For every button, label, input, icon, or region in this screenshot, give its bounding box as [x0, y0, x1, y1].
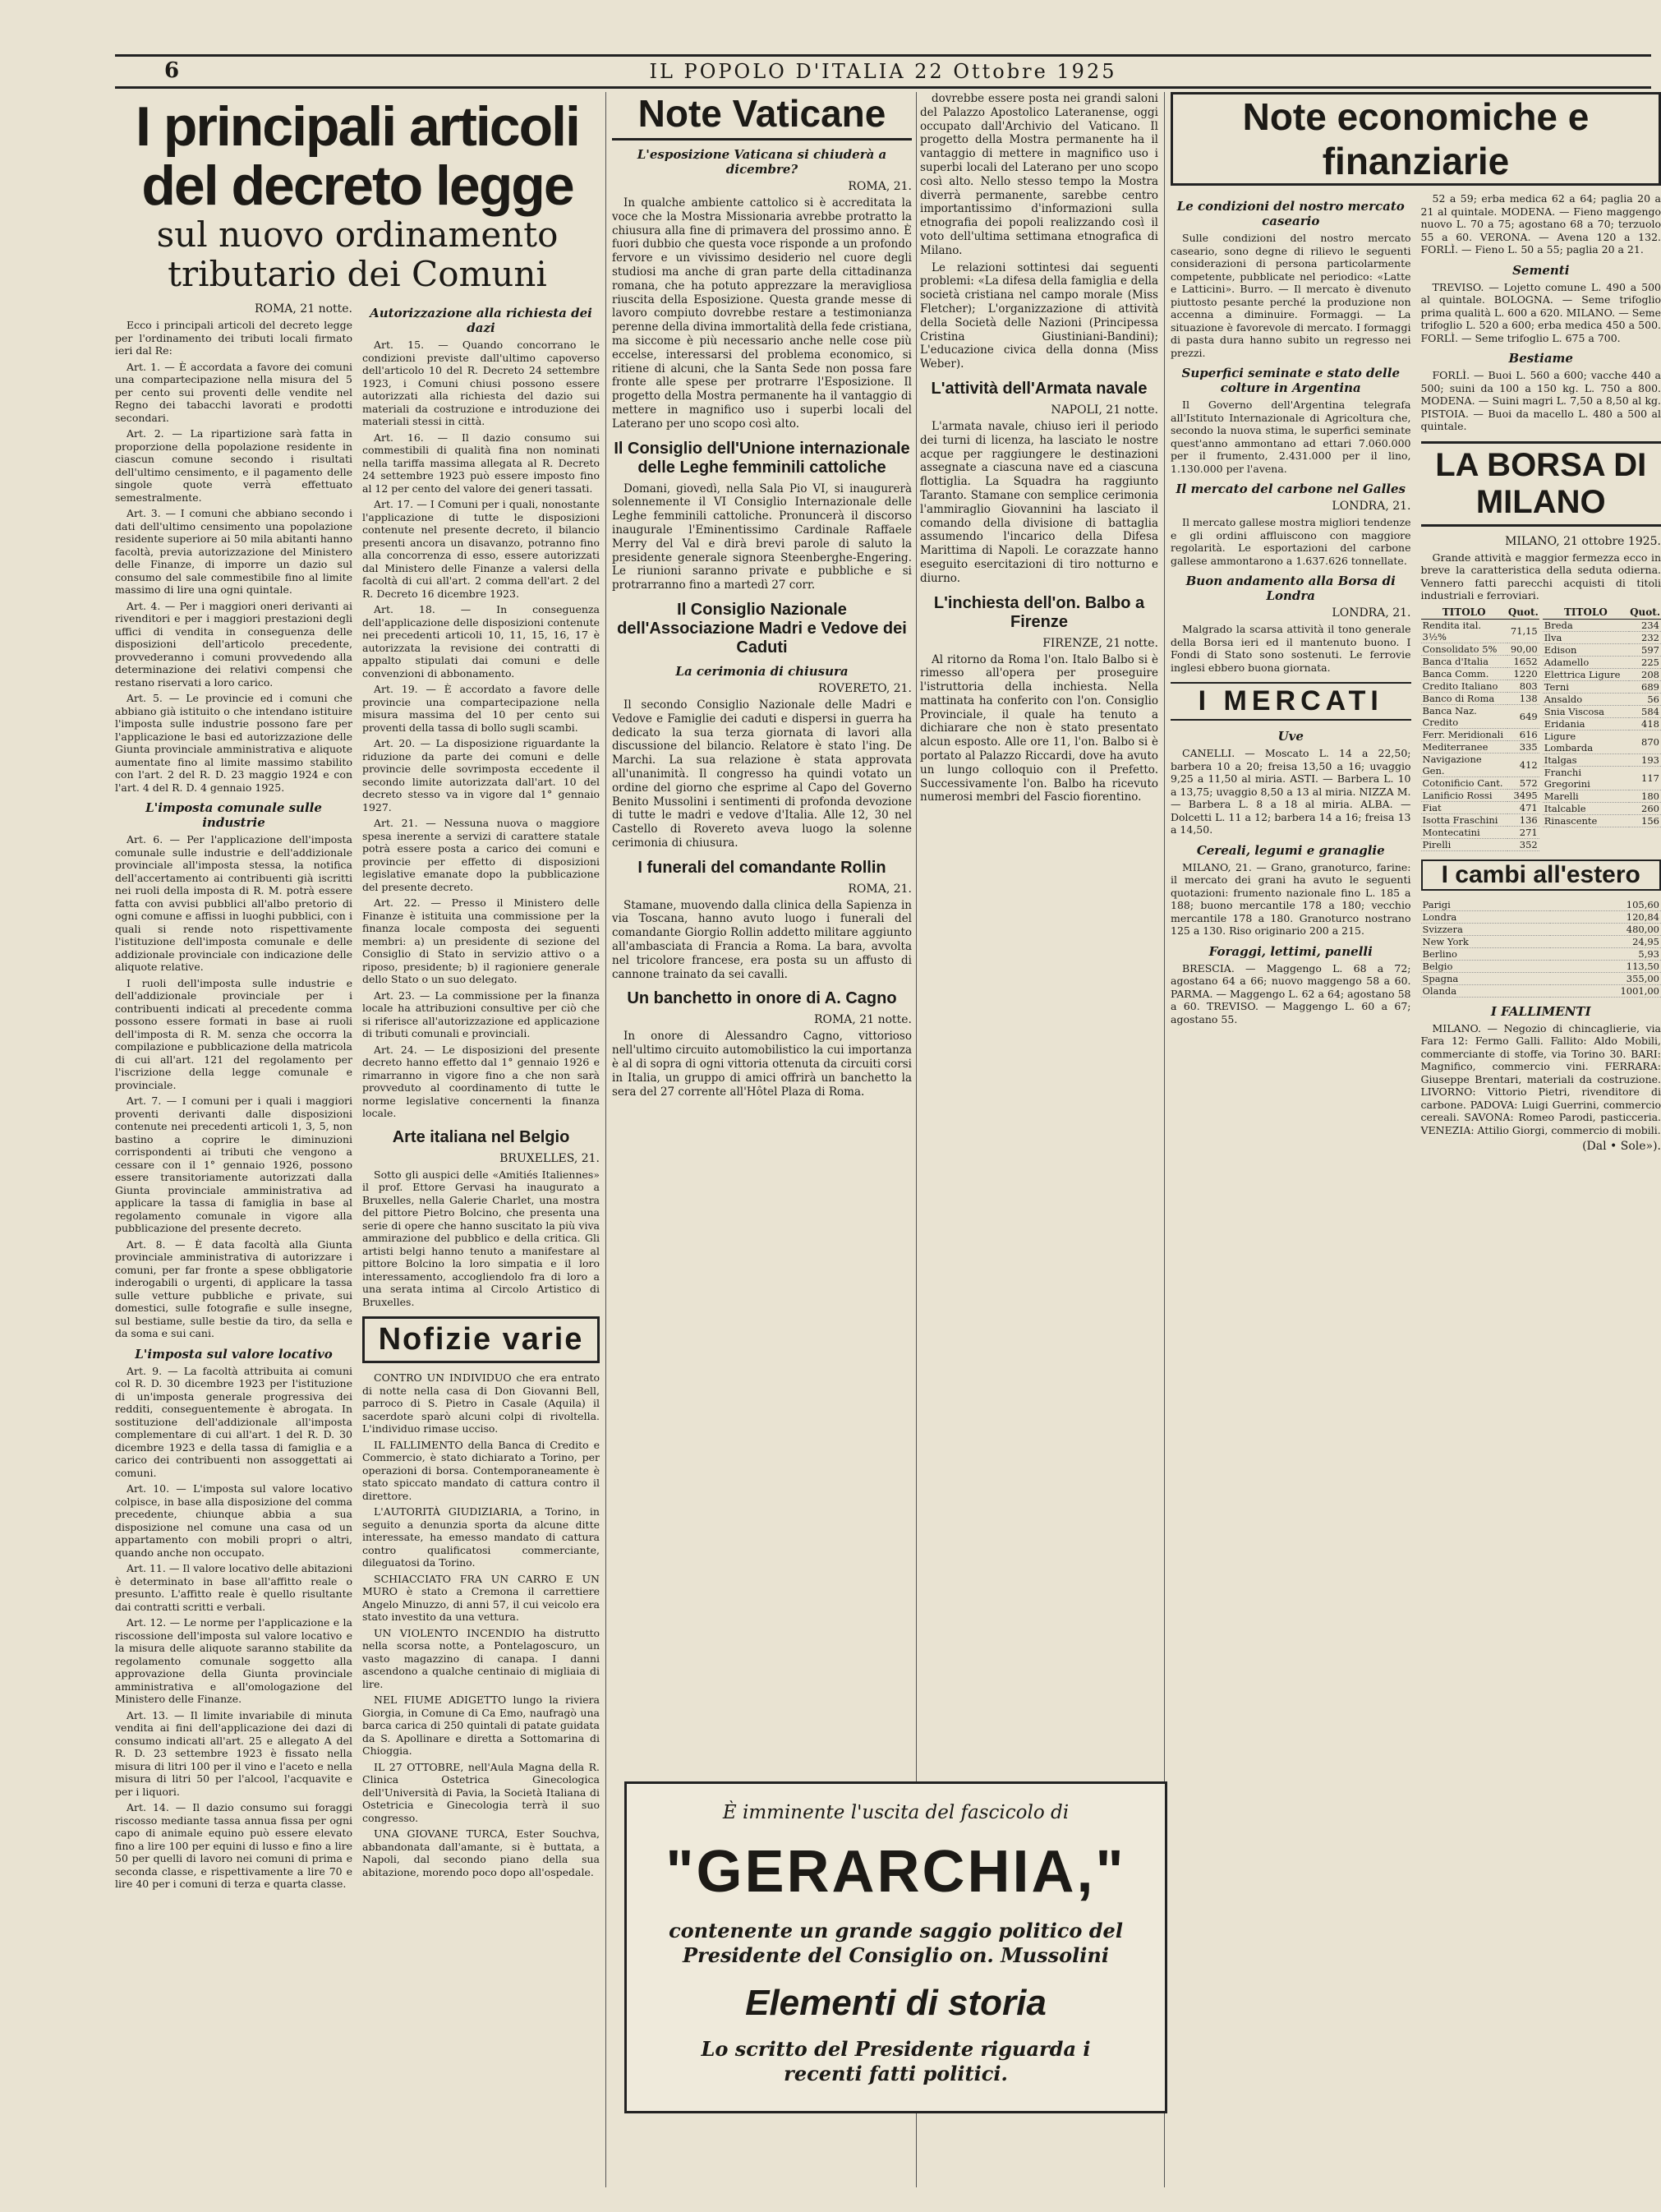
table-row [1543, 656, 1661, 668]
quote-name: Banca d'Italia [1421, 655, 1507, 667]
table-row [1543, 730, 1661, 753]
table-row [1421, 753, 1539, 777]
quote-value: 90,00 [1507, 643, 1539, 655]
article-headline: Arte italiana nel Belgio [392, 1127, 570, 1146]
quote-value: 572 [1507, 777, 1539, 789]
quote-name: Parigi [1421, 899, 1551, 911]
article-headline: L'inchiesta dell'on. Balbo a Firenze [933, 593, 1145, 631]
quote-name: Cotonificio Cant. [1421, 777, 1507, 789]
article-headline: Un banchetto in onore di A. Cagno [627, 989, 897, 1008]
news-item: NEL FIUME ADIGETTO lungo la riviera Giorgia, in Comune di Ca Emo, naufragò una barca carica di 250 quintali di patate guidata da S. Apollinare e diretta a Sottomarina di Chioggia. [362, 1694, 600, 1757]
quotes-table [1543, 606, 1661, 827]
quote-name: Ilva [1543, 631, 1629, 643]
quote-value: 1220 [1507, 667, 1539, 680]
table-row [1543, 693, 1661, 705]
article-headline: I funerali del comandante Rollin [637, 858, 886, 877]
quote-value: 5,93 [1550, 947, 1661, 960]
table-row [1543, 766, 1661, 790]
quote-name: Banca Comm. [1421, 667, 1507, 680]
subcolumn-right [362, 299, 600, 1894]
subcolumn-right [1421, 192, 1661, 1156]
paragraph: In qualche ambiente cattolico si è accreditata la voce che la Mostra Missionaria avrebbe protratto la chiusura alla fine di primavera del prossimo anno. È fuori dubbio che questa voce risponde a un profondo fervore e un vivissimo desiderio nel cuore degli studiosi ma anche di gran parte della cittadinanza romana, che ha potuto apprezzare la meravigliosa riuscita della Esposizione. Questa grande messe di lavoro compiuto dovrebbe restare a testimonianza perenne della divina immortalità della fede cristiana, ma siccome è più necessario anche nelle cose più eccelse, interessarsi del problema economico, si ritiene di alcuni, che la Santa Sede non possa fare fronte alle spese per protrarre l'Esposizione. Il progetto della Mostra permanente ha il vantaggio di mettere in magnifico uso i superbi locali del Laterano per uno scopo così alto. [612, 196, 912, 431]
quote-value: 71,15 [1507, 619, 1539, 643]
column-vatican-notes [612, 92, 912, 1752]
quote-value: 480,00 [1550, 923, 1661, 935]
news-item: CONTRO UN INDIVIDUO che era entrato di notte nella casa di Don Giovanni Bell, parroco di S. Pietro in Casale (Aquila) il sacerdote sparò alcuni colpi di rivoltella. L'individuo rimase ucciso. [362, 1371, 600, 1435]
quote-value: 597 [1629, 643, 1661, 656]
news-item: SCHIACCIATO FRA UN CARRO E UN MURO è stato a Cremona il carrettiere Angelo Minuzzo, di anni 57, il cui veicolo era stato investito da una vettura. [362, 1572, 600, 1623]
quote-value: 271 [1507, 826, 1539, 838]
paragraph: Il mercato gallese mostra migliori tendenze e gli ordini affluiscono con maggiore regolarità. Le esportazioni del carbone gallese ammontarono a 1.637.626 tonnellate. [1171, 516, 1411, 567]
quote-value: 193 [1629, 753, 1661, 766]
table-row [1421, 740, 1539, 753]
news-item: UNA GIOVANE TURCA, Ester Souchva, abbandonata dall'amante, si è buttata, a Napoli, dal secondo piano della sua abitazione, morendo poco dopo all'ospedale. [362, 1827, 600, 1878]
table-row [1543, 753, 1661, 766]
paragraph: 52 a 59; erba medica 62 a 64; paglia 20 a 21 al quintale. MODENA. — Fieno maggengo nuovo L. 70 a 75; agostano 68 a 70; terzuolo 55 a 60. VERONA. — Avena 120 a 132. FORLÌ. — Fieno L. 50 a 55; paglia 20 a 21. [1420, 192, 1661, 256]
paragraph: Il Governo dell'Argentina telegrafa all'Istituto Internazionale di Agricoltura che, secondo la nuova stima, le superfici seminate quest'anno ammontano ad ettari 7.060.000 per il frumento, 2.431.000 per il lino, 1.130.000 per l'avena. [1171, 399, 1411, 475]
paragraph: Art. 15. — Quando concorrano le condizioni previste dall'ultimo capoverso dell'articolo 10 del R. Decreto 24 settembre 1923, i Comuni chiusi possono essere autorizzati alla richiesta del dazio sui materiali da costruzione e introduzione dei materiali stessi in città. [362, 339, 600, 427]
newspaper-title: IL POPOLO D'ITALIA 22 Ottobre 1925 [649, 60, 1117, 83]
paragraph: Il secondo Consiglio Nazionale delle Madri e Vedove e Famiglie dei caduti e dispersi in guerra ha dedicato la sua terza giornata di lavori alla discussione del bilancio. Relatore è stato l'ing. De Marchi. La sua relazione è stata approvata all'unanimità. Il congresso ha quindi votato un ordine del giorno che esprime al Capo del Governo Benito Mussolini i sentimenti di profonda devozione di tutte le madri e vedove d'Italia. Alle 12, 30 nel Castello di Rovereto aveva luogo la solenne cerimonia di chiusura. [612, 698, 912, 850]
paragraph: Art. 21. — Nessuna nuova o maggiore spesa inerente a servizi di carattere statale potrà essere posta a carico dei comuni e provincie per effetto di disposizioni legislative emanate dopo la pubblicazione del presente decreto. [362, 817, 600, 893]
quote-name: Elettrica Ligure [1543, 668, 1629, 680]
column-rule [605, 92, 606, 2187]
quote-value: 120,84 [1550, 910, 1661, 923]
dateline: BRUXELLES, 21. [499, 1151, 600, 1165]
quote-name: Ligure Lombarda [1543, 730, 1629, 753]
ad-line: È imminente l'uscita del fascicolo di [722, 1802, 1070, 1823]
cambi-heading: I cambi all'estero [1421, 859, 1661, 891]
dateline: LONDRA, 21. [1332, 606, 1411, 620]
ad-line: Lo scritto del Presidente riguarda i recenti fatti politici. [701, 2037, 1091, 2085]
table-header: Quot. [1630, 606, 1660, 618]
news-item: L'AUTORITÀ GIUDIZIARIA, a Torino, in seguito a denunzia sporta da alcune ditte interessate, ha emesso mandato di cattura contro qualificatosi commerciante, dileguatosi da Torino. [362, 1505, 600, 1569]
quote-value: 352 [1507, 838, 1539, 850]
table-row [1421, 777, 1539, 789]
table-row [1421, 643, 1539, 655]
section-heading: Superfici seminate e stato delle colture in Argentina [1181, 366, 1400, 395]
paragraph: Art. 5. — Le provincie ed i comuni che abbiano già istituito o che intendano istituire l'imposta sulle industrie possono fare per l'applicazione le basi ed autorizzazione delle Giunta provinciale amministrativa e aliquote aumentate fino al limite massimo stabilito con l'art. 2 del R. D. 23 maggio 1924 e con l'art. 4 del R. D. 4 gennaio 1925. [115, 692, 352, 794]
paragraph: Art. 18. — In conseguenza dell'applicazione delle disposizioni contenute nei precedenti articoli 10, 11, 15, 16, 17 è autorizzata la revisione dei contratti di appalto stipulati dai comuni e delle convenzioni di abbonamento. [362, 603, 600, 680]
section-heading: Bestiame [1508, 351, 1573, 366]
quote-name: Ansaldo [1543, 693, 1629, 705]
paragraph: Art. 10. — L'imposta sul valore locativo colpisce, in base alla disposizione del comma precedente, chiunque abbia a sua disposizione nel comune una casa od un appartamento con mobili propri o altri, quando anche non occupato. [115, 1482, 352, 1559]
quote-name: Snia Viscosa [1543, 705, 1629, 717]
dateline: ROMA, 21 notte. [813, 1013, 912, 1027]
quote-value: 24,95 [1550, 935, 1661, 947]
paragraph: MILANO, 21. — Grano, granoturco, farine: il mercato dei grani ha avuto le seguenti quotazioni: frumento nazionale fino L. 185 a 188; buono mercantile 178 a 180; vecchio mercantile 178 a 180. Granoturco nostrano 125 a 130. Riso originario 200 a 215. [1171, 860, 1411, 937]
quote-name: Navigazione Gen. [1421, 753, 1507, 777]
table-row [1421, 960, 1661, 972]
news-item: IL 27 OTTOBRE, nell'Aula Magna della R. Clinica Ostetrica Ginecologica dell'Università di Pavia, la Società Italiana di Ostetricia e Ginecologia terrà il suo congresso. [362, 1760, 600, 1824]
economics-subcolumns [1171, 192, 1661, 1156]
quote-value: 56 [1629, 693, 1661, 705]
quote-value: 355,00 [1550, 972, 1661, 984]
quote-name: Edison [1543, 643, 1629, 656]
news-item: IL FALLIMENTO della Banca di Credito e Commercio, è stato dichiarato a Torino, per operazioni di borsa. Contemporaneamente è stato spiccato mandato di cattura contro il direttore. [362, 1438, 600, 1502]
dateline: LONDRA, 21. [1332, 500, 1411, 513]
quote-name: Adamello [1543, 656, 1629, 668]
quote-value: 471 [1507, 801, 1539, 813]
quote-value: 335 [1507, 740, 1539, 753]
quote-value: 3495 [1507, 789, 1539, 801]
subcolumn-left [115, 299, 352, 1894]
quote-name: Spagna [1421, 972, 1551, 984]
quote-name: Eridania [1543, 717, 1629, 730]
dateline: MILANO, 21 ottobre 1925. [1505, 534, 1661, 548]
table-row [1543, 790, 1661, 802]
paragraph: Al ritorno da Roma l'on. Italo Balbo si è rimesso all'opera per proseguire l'istruttoria della inchiesta. Nella mattinata ha conferito con l'on. Consiglio Provinciale, il quale ha tenuto a dichiarare che non è stato presentato alcun esposto. Alle ore 11, l'on. Balbo si è portato al Palazzo Riccardi, dove ha avuto un lungo colloquio con il Prefetto. Successivamente l'on. Balbo ha ricevuto numerosi membri del Fascio fiorentino. [920, 652, 1158, 804]
quote-name: Marelli [1543, 790, 1629, 802]
table-row [1421, 972, 1661, 984]
table-row [1421, 899, 1661, 911]
section-heading: Autorizzazione alla richiesta dei dazi [370, 306, 592, 335]
quote-value: 870 [1629, 730, 1661, 753]
paragraph: Art. 23. — La commissione per la finanza locale ha attribuzioni consultive per ciò che si riferisce all'autorizzazione ed applicazione di tributi comunali e provinciali. [362, 988, 600, 1039]
paragraph: dovrebbe essere posta nei grandi saloni del Palazzo Apostolico Lateranense, oggi occupato dall'Archivio del Vaticano. Il progetto della Mostra permanente ha il vantaggio di mettere in magnifico uso i superbi locali del Laterano per uno scopo così alto. Nello stesso tempo la Mostra diverrà permanente, sarebbe centro importantissimo d'informazioni sulla etnografia dei popoli realizzando così il voto dell'ultima settimana etnografica di Milano. [920, 92, 1158, 257]
notizie-varie-heading: Nofizie varie [362, 1316, 600, 1363]
table-row [1421, 667, 1539, 680]
paragraph: Art. 24. — Le disposizioni del presente decreto hanno effetto dal 1° gennaio 1926 e rimarranno in vigore fino a che non sarà provveduto al coordinamento di tutte le norme legislative concernenti la finanza locale. [362, 1043, 600, 1119]
paragraph: Art. 20. — La disposizione riguardante la riduzione da parte dei comuni e delle provincie delle sovrimposta eccedente il secondo limite autorizzata dall'art. 10 del decreto stesso va in vigore dal 1° gennaio 1927. [362, 737, 600, 813]
paragraph: Art. 2. — La ripartizione sarà fatta in proporzione della popolazione residente in ciascun comune secondo i risultati dell'ultimo censimento, e il pagamento delle singole quote verrà effettuato semestralmente. [115, 427, 352, 504]
table-row [1543, 717, 1661, 730]
quote-name: Terni [1543, 680, 1629, 693]
quote-value: 412 [1507, 753, 1539, 777]
quote-name: Rendita ital. 3½% [1421, 619, 1507, 643]
dateline: ROMA, 21 notte. [254, 302, 352, 316]
quote-name: New York [1421, 935, 1551, 947]
note-vaticane-heading: Note Vaticane [612, 92, 912, 141]
paragraph: Art. 6. — Per l'applicazione dell'imposta comunale sulle industrie e dell'addizionale provinciale all'imposta stessa, la notifica dell'accertamento ai contribuenti già iscritti nei ruoli della imposta di R. M. potrà essere fatta con avvisi pubblici all'albo pretorio di ogni comune e affissi in luoghi pubblici, con i quali si rende noto rispettivamente l'istituzione dell'imposta comunale e delle addizionale provinciale con indicazione delle aliquote relative. [115, 833, 352, 973]
quote-name: Banco di Roma [1421, 692, 1507, 704]
table-row [1421, 801, 1539, 813]
section-heading: Foraggi, lettimi, panelli [1208, 943, 1373, 959]
paragraph: Art. 11. — Il valore locativo delle abitazioni è determinato in base all'affitto reale o presunto. L'affitto reale è quello risultante dai contratti scritti e verbali. [115, 1562, 352, 1613]
quote-name: Ferr. Meridionali [1421, 728, 1507, 740]
table-row [1421, 655, 1539, 667]
dateline: FIRENZE, 21 notte. [1042, 636, 1158, 650]
quote-name: Italgas [1543, 753, 1629, 766]
section-heading: L'esposizione Vaticana si chiuderà a dicembre? [637, 147, 887, 177]
table-row [1421, 826, 1539, 838]
quotes-left [1421, 606, 1539, 851]
exchange-table [1421, 899, 1661, 998]
paragraph: Art. 14. — Il dazio consumo sui foraggi riscosso mediante tassa annua fissa per ogni capo di animale equino può essere elevato fino a lire 100 per equini di lusso e fino a lire 50 per quelli di lavoro nei comuni di prima e seconda classe, e rispettivamente a lire 70 e lire 40 per i comuni di terza e quarta classe. [115, 1801, 352, 1890]
quote-name: Banca Naz. Credito [1421, 704, 1507, 728]
table-row [1421, 984, 1661, 997]
table-row [1543, 814, 1661, 827]
quote-name: Svizzera [1421, 923, 1551, 935]
main-subheadline: sul nuovo ordinamento tributario dei Comuni [156, 214, 559, 294]
section-heading: Cereali, legumi e granaglie [1196, 842, 1385, 858]
paragraph: Art. 17. — I Comuni per i quali, nonostante l'applicazione di tutte le disposizioni contenute nel presente decreto, il bilancio presenti ancora un disavanzo, potranno fino alla concorrenza di esso, essere autorizzati dal Ministero delle Finanze a valersi della facoltà di cui all'art. 2 comma dell'art. 2 del R. Decreto 16 dicembre 1923. [362, 498, 600, 600]
quote-name: Mediterranee [1421, 740, 1507, 753]
quote-value: 138 [1507, 692, 1539, 704]
dateline: NAPOLI, 21 notte. [1051, 403, 1158, 417]
quote-name: Pirelli [1421, 838, 1507, 850]
table-row [1421, 947, 1661, 960]
dateline: ROMA, 21. [848, 180, 912, 193]
table-row [1543, 705, 1661, 717]
quote-name: Franchi Gregorini [1543, 766, 1629, 790]
quote-name: Belgio [1421, 960, 1551, 972]
masthead [115, 54, 1651, 89]
quote-value: 208 [1629, 668, 1661, 680]
gerarchia-advertisement [624, 1781, 1167, 2113]
quote-value: 156 [1629, 814, 1661, 827]
ad-essay-title: Elementi di storia [745, 1983, 1047, 2023]
table-row [1421, 704, 1539, 728]
column-decreto-legge [115, 92, 600, 2187]
quote-value: 260 [1629, 802, 1661, 814]
table-row [1543, 643, 1661, 656]
table-row [1543, 802, 1661, 814]
paragraph: Art. 1. — È accordata a favore dei comuni una compartecipazione nella misura del 5 per cento sui proventi delle vendite nel Regno dei tabacchi lavorati e prodotti secondari. [115, 360, 352, 424]
quote-value: 232 [1629, 631, 1661, 643]
quote-value: 225 [1629, 656, 1661, 668]
news-item: UN VIOLENTO INCENDIO ha distrutto nella scorsa notte, a Pontelagoscuro, un vasto magazzino di canapa. I danni ascendono a qualche centinaio di migliaia di lire. [362, 1626, 600, 1690]
quote-name: Berlino [1421, 947, 1551, 960]
main-headline: I principali articoli del decreto legge [136, 95, 579, 217]
paragraph: Sotto gli auspici delle «Amitiés Italiennes» il prof. Ettore Gervasi ha inaugurato a Bruxelles, nella Galerie Charlet, una mostra del pittore Pietro Bolcino, che presenta una serie di opere che hanno suscitato la più viva ammirazione del pubblico e della critica. Gli artisti belgi hanno tenuto a manifestare al pittore Bolcino la loro simpatia e il loro interessamento, accogliendolo fra di loro a una serata intima al Circolo Artistico di Bruxelles. [362, 1168, 600, 1308]
paragraph: Malgrado la scarsa attività il tono generale della Borsa ieri ed il mantenuto buono. I Fondi di Stato sono sostenuti. Le ferrovie inglesi ebbero buona giornata. [1171, 623, 1411, 674]
paragraph: In onore di Alessandro Cagno, vittorioso nell'ultimo circuito automobilistico la cui importanza è al di sopra di ogni vittoria ottenuta da circuiti corsi in Italia, un gruppo di amici offrirà un banchetto la sera del 27 corrente all'Hôtel Plaza di Roma. [612, 1030, 912, 1099]
table-row [1421, 789, 1539, 801]
section-heading: L'imposta comunale sulle industrie [145, 800, 322, 830]
dateline: ROVERETO, 21. [817, 681, 912, 695]
paragraph: TREVISO. — Lojetto comune L. 490 a 500 al quintale. BOLOGNA. — Seme trifoglio prima qualità L. 600 a 620. MILANO. — Seme trifoglio L. 520 a 600; erba medica 450 a 500. FORLÌ. — Seme trifoglio L. 675 a 700. [1420, 280, 1661, 344]
quotes-table [1421, 606, 1539, 851]
quote-name: Olanda [1421, 984, 1551, 997]
quote-value: 649 [1507, 704, 1539, 728]
quote-value: 117 [1629, 766, 1661, 790]
paragraph: Art. 3. — I comuni che abbiano secondo i dati dell'ultimo censimento una popolazione residente superiore ai 50 mila abitanti hanno facoltà, previa autorizzazione del Ministero delle Finanze, di imporre un dazio sul consumo del sale commestibile fino al limite massimo di lire una ogni quintale. [115, 507, 352, 596]
source-footer: (Dal • Sole»). [1582, 1140, 1661, 1153]
paragraph: Art. 4. — Per i maggiori oneri derivanti ai rivenditori e per i maggiori prestazioni degli uffici di vendita in conseguenza delle disposizioni dell'articolo precedente, provvederanno i comuni provvedendo alla determinazione dei relativi compensi che restano riservati a loro carico. [115, 599, 352, 689]
quote-value: 234 [1629, 619, 1661, 631]
quote-name: Credito Italiano [1421, 680, 1507, 692]
quote-value: 136 [1507, 813, 1539, 826]
quote-name: Fiat [1421, 801, 1507, 813]
table-row [1421, 935, 1661, 947]
table-row [1421, 728, 1539, 740]
paragraph: Art. 9. — La facoltà attribuita ai comuni col R. D. 30 dicembre 1923 per l'istituzione di un'imposta generale progressiva dei redditi, conseguentemente è abrogata. In sostituzione dell'addizionale all'imposta complementare di cui all'art. 1 del R. D. 30 dicembre 1923 e della tassa di famiglia e a carico dei contribuenti non assoggettati ai comuni. [115, 1364, 352, 1479]
paragraph: I ruoli dell'imposta sulle industrie e dell'addizionale provinciale per i contribuenti indicati al precedente comma possono essere formati in base ai ruoli dell'imposta di R. M. senza che occorra la compilazione e pubblicazione della matricola di cui all'art. 121 del regolamento per l'iscrizione della legge comunale e provinciale. [115, 976, 352, 1091]
table-header: TITOLO [1543, 606, 1629, 620]
paragraph: Art. 13. — Il limite invariabile di minuta vendita ai fini dell'applicazione dei dazi di consumo indicati all'art. 25 e allegato A del R. D. 23 settembre 1923 è fissato nella misura di litri 100 per il vino e l'aceto e nella misura di litri 50 per l'alcool, l'acquavite e per i liquori. [115, 1708, 352, 1798]
article-headline: L'attività dell'Armata navale [931, 379, 1148, 398]
paragraph: FORLÌ. — Buoi L. 560 a 600; vacche 440 a 500; suini da 100 a 150 kg. L. 750 a 800. MODENA. — Suini magri L. 7,50 a 8,50 al kg. PISTOIA. — Buoi da macello L. 480 a 500 al quintale. [1420, 369, 1661, 432]
dateline: ROMA, 21. [848, 882, 912, 896]
paragraph: Art. 16. — Il dazio consumo sui commestibili di qualità fina non nominati nella tariffa massima allegata al R. Decreto 24 settembre 1923 può essere imposto fino al 12 per cento del valore dei generi tassati. [362, 431, 600, 495]
quote-name: Breda [1543, 619, 1629, 631]
quote-value: 418 [1629, 717, 1661, 730]
quote-name: Lanificio Rossi [1421, 789, 1507, 801]
section-heading: L'imposta sul valore locativo [135, 1346, 333, 1362]
table-row [1421, 813, 1539, 826]
section-heading: Il mercato del carbone nel Galles [1176, 482, 1406, 496]
article-headline: Il Consiglio Nazionale dell'Associazione Madri e Vedove dei Caduti [617, 600, 907, 657]
quotes-tables [1421, 606, 1661, 851]
quote-name: Italcable [1543, 802, 1629, 814]
table-row [1421, 680, 1539, 692]
table-row [1421, 692, 1539, 704]
article-headline: Il Consiglio dell'Unione internazionale delle Leghe femminili cattoliche [614, 439, 910, 477]
paragraph: Art. 7. — I comuni per i quali i maggiori proventi derivanti dalle disposizioni contenute nei precedenti articoli 1, 3, 5, non bastino a coprire le diminuzioni corrispondenti ai tributi che vengono a cessare con il 1° gennaio 1926, possono essere transitoriamente autorizzati dalla Giunta provinciale amministrativa ad applicare la tassa di famiglia in base al regolamento comunale in vigore alla pubblicazione del presente decreto. [115, 1094, 352, 1234]
quote-value: 689 [1629, 680, 1661, 693]
section-heading: Buon andamento alla Borsa di Londra [1185, 574, 1396, 603]
paragraph: CANELLI. — Moscato L. 14 a 22,50; barbera 10 a 20; freisa 13,50 a 16; uvaggio 9,25 a 11,50 al miria. ASTI. — Barbera L. 10 a 13,75; uvaggio 8,50 a 13 al miria. NIZZA M. — Barbera L. 8 a 18 al miria. ALBA. — Dolcetti L. 11 a 12; barbera 14 a 16; freisa 13 a 14,50. [1171, 747, 1411, 836]
quote-value: 1652 [1507, 655, 1539, 667]
quote-value: 616 [1507, 728, 1539, 740]
column-news [920, 92, 1158, 1752]
quote-name: Consolidato 5% [1421, 643, 1507, 655]
table-row [1543, 631, 1661, 643]
paragraph: Grande attività e maggior fermezza ecco in breve la caratteristica della seduta odierna. Vennero fatti parecchi acquisti di titoli industriali e ferroviari. [1420, 551, 1661, 601]
table-row [1543, 668, 1661, 680]
quote-value: 1001,00 [1550, 984, 1661, 997]
table-row [1421, 923, 1661, 935]
section-heading: I FALLIMENTI [1490, 1003, 1591, 1019]
paragraph: Art. 22. — Presso il Ministero delle Finanze è istituita una commissione per la finanza locale composta dei seguenti membri: a) un presidente di sezione del Consiglio di Stato in servizio attivo o a riposo, presidente; b) il ragioniere generale dello Stato o un suo delegato. [362, 896, 600, 985]
ad-line: contenente un grande saggio politico del Presidente del Consiglio on. Mussolini [669, 1919, 1123, 1967]
quote-value: 803 [1507, 680, 1539, 692]
quote-name: Isotta Fraschini [1421, 813, 1507, 826]
quote-value: 105,60 [1550, 899, 1661, 911]
table-row [1421, 910, 1661, 923]
quote-name: Rinascente [1543, 814, 1629, 827]
ad-title: "GERARCHIA," [665, 1839, 1126, 1905]
paragraph: Art. 19. — È accordato a favore delle provincie una compartecipazione nella misura massima del 10 per cento sui proventi della tassa di bollo sugli scambi. [362, 683, 600, 734]
paragraph: BRESCIA. — Maggengo L. 68 a 72; agostano 64 a 66; nuovo maggengo 58 a 60. PARMA. — Maggengo L. 62 a 64; agostano 58 a 60. TREVISO. — Maggengo L. 60 a 67; agostano 55. [1171, 961, 1411, 1025]
section-heading: Le condizioni del nostro mercato caseario [1176, 199, 1405, 228]
page-number: 6 [164, 58, 182, 83]
paragraph: Art. 8. — È data facoltà alla Giunta provinciale amministrativa di autorizzare i comuni, per far fronte a spese obbligatorie inderogabili o urgenti, di applicare la tassa sulle vetture pubbliche e private, sui domestici, sulle fotografie e sulle insegne, sul bestiame, sulle bestie da tiro, da sella e da soma e sui cani. [115, 1237, 352, 1339]
section-heading: Uve [1277, 729, 1304, 744]
table-row [1543, 680, 1661, 693]
borsa-milano-heading: LA BORSA DI MILANO [1421, 441, 1661, 527]
mercati-heading: I MERCATI [1171, 682, 1411, 721]
quote-value: 113,50 [1550, 960, 1661, 972]
paragraph: Art. 12. — Le norme per l'applicazione e la riscossione dell'imposta sul valore locativo e la misura delle aliquote saranno stabilite da regolamento comunale soggetto alla approvazione della Giunta provinciale amministrativa e all'omologazione del Ministero delle Finanze. [115, 1616, 352, 1705]
table-header: Quot. [1507, 606, 1539, 618]
section-heading: La cerimonia di chiusura [675, 663, 849, 679]
paragraph: Ecco i principali articoli del decreto legge per l'ordinamento dei tributi locali firmato ieri dal Re: [115, 319, 352, 357]
paragraph: Sulle condizioni del nostro mercato caseario, sono degne di rilievo le seguenti considerazioni di persona particolarmente competente, pubblicate nel periodico: «Latte e Latticini». Burro. — Il mercato è divenuto piuttosto pesante perché la produzione non accenna a diminuire. Formaggi. — La situazione è favorevole di mercato. I formaggi di pasta dura hanno subito un regresso nei prezzi. [1171, 232, 1411, 359]
quote-name: Montecatini [1421, 826, 1507, 838]
paragraph: Le relazioni sottintesi dai seguenti problemi: «La difesa della famiglia e della società cristiana nel campo morale (Miss Fletcher); L'organizzazione di attività della Società delle Nazioni (Principessa Cristina Giustiniani-Bandini); L'educazione civica della donna (Miss Weber). [920, 260, 1158, 371]
section-heading: Sementi [1512, 262, 1570, 278]
subcolumn-left [1171, 192, 1411, 1156]
article-subcolumns [115, 299, 600, 1894]
table-header: TITOLO [1421, 606, 1507, 620]
quote-value: 180 [1629, 790, 1661, 802]
quotes-right [1543, 606, 1661, 851]
paragraph: L'armata navale, chiuso ieri il periodo dei turni di licenza, ha lasciato le nostre acque per raggiungere le destinazioni assegnate a ciascuna nave ed a ciascuna flottiglia. La Squadra ha raggiunto Taranto. Stamane con semplice cerimonia l'ammiraglio Giovannini ha lasciato il comando della divisione di battaglia assumendo l'incarico della Difesa Marittima di Napoli. Le corazzate hanno eseguito esercitazioni di tiro notturno e diurno. [920, 419, 1158, 585]
column-economics [1171, 92, 1661, 2187]
paragraph: Stamane, muovendo dalla clinica della Sapienza in via Toscana, hanno avuto luogo i funerali del comandante Giorgio Rollin addetto militare aggiunto all'ambasciata di Francia a Roma. La bara, avvolta nel tricolore francese, era posta su un affusto di cannone trainato da sei cavalli. [612, 898, 912, 981]
economics-heading: Note economiche e finanziarie [1171, 92, 1661, 186]
quote-name: Londra [1421, 910, 1551, 923]
table-row [1421, 619, 1539, 643]
paragraph: Domani, giovedì, nella Sala Pio VI, si inaugurerà solennemente il VI Consiglio Internazionale delle Leghe femminili cattoliche. Pronuncerà il discorso inaugurale l'Eminentissimo Cardinale Raffaele Merry del Val e dirà brevi parole di saluto la presidente generale signora Steenberghe-Engering. Le riunioni saranno private e pubbliche e si protrarranno fino a martedì 27 corr. [612, 482, 912, 592]
quote-value: 584 [1629, 705, 1661, 717]
paragraph: MILANO. — Negozio di chincaglierie, via Fara 12: Fermo Galli. Fallito: Aldo Mobili, commerciante di stoffe, via Torino 30. BARI: Magnifico, commercio vini. FERRARA: Giuseppe Brentari, materiali da costruzione. LIVORNO: Vittorio Pietri, rivenditore di carbone. PADOVA: Luigi Guerrini, commercio cereali. SAVONA: Romeo Parodi, pasticceria. VENEZIA: Attilio Giorgi, commercio di mobili. [1420, 1021, 1661, 1136]
table-row [1421, 838, 1539, 850]
table-row [1543, 619, 1661, 631]
